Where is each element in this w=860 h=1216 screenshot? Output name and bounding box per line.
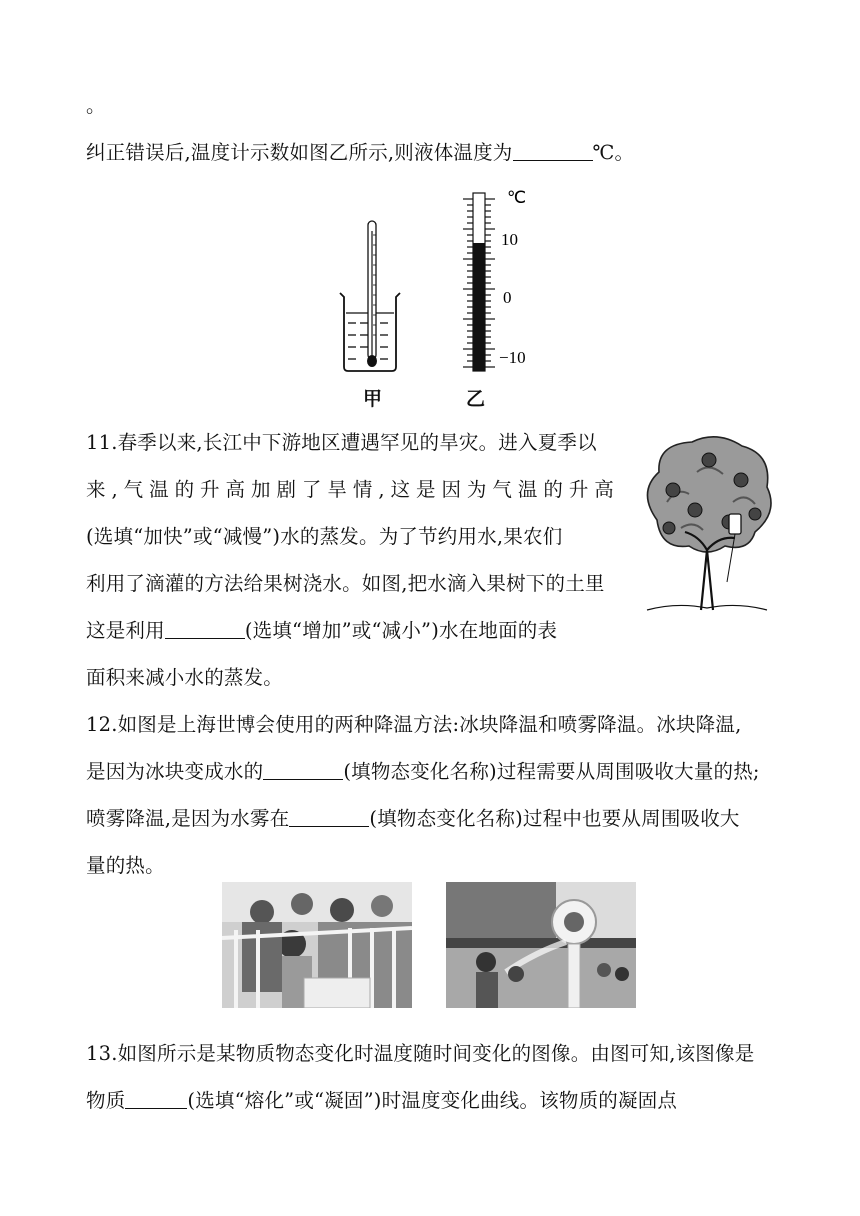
q12-line-4: 量的热。 [86,854,165,877]
q12-line-1: 12.如图是上海世博会使用的两种降温方法:冰块降温和喷雾降温。冰块降温, [86,713,742,736]
q10-answer-blank[interactable] [513,140,593,161]
q11-text-before: 这是利用 [86,619,165,642]
q11-line-3: (选填“加快”或“减慢”)水的蒸发。为了节约用水,果农们 [86,525,563,548]
q10-text-before: 纠正错误后,温度计示数如图乙所示,则液体温度为 [86,141,513,164]
q11-line-4: 利用了滴灌的方法给果树浇水。如图,把水滴入果树下的土里 [86,572,605,595]
q11-line-1: 11.春季以来,长江中下游地区遭遇罕见的旱灾。进入夏季以 [86,431,597,454]
beaker-thermometer-figure [330,215,410,375]
figure-label-a: 甲 [363,388,383,410]
q12-answer-blank-2[interactable] [289,806,369,827]
q11-line-6: 面积来减小水的蒸发。 [86,666,284,689]
q12-text-after-2: (填物态变化名称)过程中也要从周围吸收大 [369,807,740,830]
mist-spray-cooling-photo [446,882,636,1008]
q13-text-after: (选填“熔化”或“凝固”)时温度变化曲线。该物质的凝固点 [187,1089,678,1112]
q12-text-after-1: (填物态变化名称)过程需要从周围吸收大量的热; [343,760,760,783]
unit-label: ℃ [507,188,527,207]
scale-thermometer-figure [455,185,545,375]
q11-text-after: (选填“增加”或“减小”)水在地面的表 [244,619,558,642]
q13-line-2 [86,1088,677,1114]
tick-label-10: 10 [501,230,518,249]
fruit-tree-drip-illustration [637,432,777,614]
tick-label-0: 0 [503,288,512,307]
q12-text-before-2: 喷雾降温,是因为水雾在 [86,807,290,830]
q13-line-1: 13.如图所示是某物质物态变化时温度随时间变化的图像。由图可知,该图像是 [86,1042,755,1065]
q10-text-after: ℃。 [592,141,635,164]
tick-label-neg10: −10 [499,348,526,367]
q13-answer-blank[interactable] [125,1088,187,1109]
ice-block-cooling-photo [222,882,412,1008]
q12-line-3 [86,806,740,832]
q11-line-2: 来,气温的升高加剧了旱情,这是因为气温的升高 [86,478,614,501]
q12-answer-blank-1[interactable] [263,759,343,780]
q11-line-5 [86,618,557,644]
q10-end-mark: 。 [86,94,106,117]
q10-answer-line [86,140,634,166]
q12-text-before-1: 是因为冰块变成水的 [86,760,264,783]
q13-text-before: 物质 [86,1089,126,1112]
q11-answer-blank[interactable] [165,618,245,639]
q12-line-2 [86,759,760,785]
figure-label-b: 乙 [466,388,486,410]
